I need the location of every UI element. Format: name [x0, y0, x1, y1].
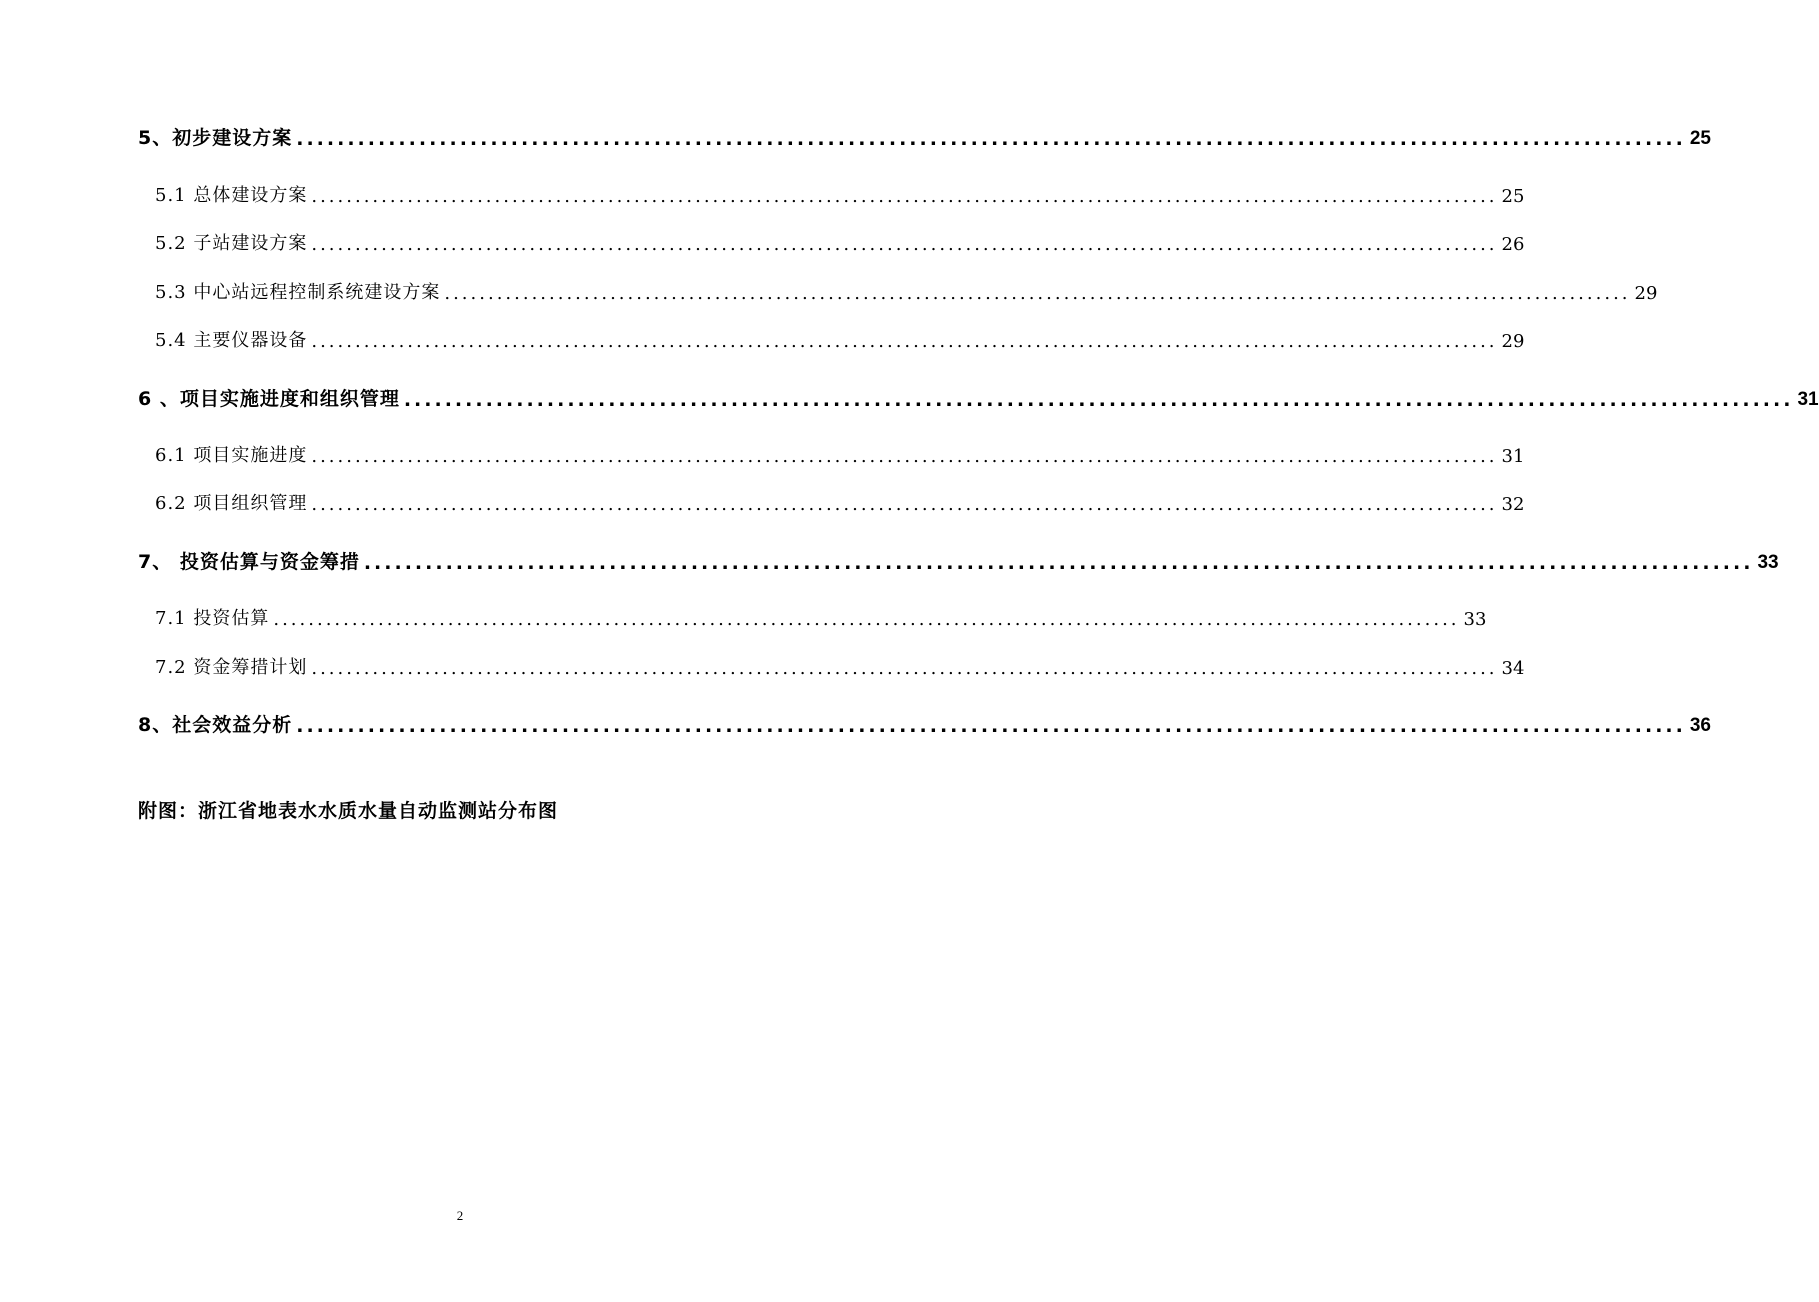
toc-entry-title: 5.4 主要仪器设备: [155, 330, 308, 351]
toc-entry-6-1[interactable]: [155, 441, 1525, 467]
toc-entry-title: 6 、项目实施进度和组织管理: [138, 388, 400, 410]
toc-entry-page: 29: [1634, 283, 1658, 304]
toc-entry-8[interactable]: [138, 710, 1711, 737]
toc-entry-7[interactable]: [138, 547, 1779, 574]
toc-entry-5[interactable]: [138, 123, 1711, 150]
toc-entry-page: 25: [1689, 128, 1711, 149]
toc-dot-leader: ........................................................................................................................................: [311, 234, 1498, 255]
toc-entry-page: 33: [1757, 552, 1779, 573]
toc-dot-leader: ........................................................................................................................................: [311, 331, 1498, 352]
toc-entry-page: 32: [1501, 494, 1525, 515]
toc-dot-leader: ........................................................................................................................................: [296, 128, 1686, 150]
toc-entry-title: 5.2 子站建设方案: [155, 233, 308, 254]
toc-entry-5-2[interactable]: [155, 229, 1525, 255]
toc-dot-leader: ........................................................................................................................................: [311, 658, 1498, 679]
toc-dot-leader: ........................................................................................................................................: [311, 186, 1498, 207]
appendix-title: 附图：浙江省地表水水质水量自动监测站分布图: [138, 800, 559, 822]
toc-entry-title: 6.1 项目实施进度: [155, 445, 308, 466]
toc-entry-title: 7、 投资估算与资金筹措: [138, 551, 360, 573]
toc-dot-leader: ........................................................................................................................................: [273, 609, 1460, 630]
toc-entry-title: 5.3 中心站远程控制系统建设方案: [155, 282, 441, 303]
toc-entry-page: 26: [1501, 234, 1525, 255]
toc-dot-leader: ........................................................................................................................................: [311, 446, 1498, 467]
toc-entry-title: 7.1 投资估算: [155, 608, 270, 629]
toc-dot-leader: ........................................................................................................................................: [403, 389, 1794, 411]
toc-entry-title: 6.2 项目组织管理: [155, 493, 308, 514]
toc-entry-page: 33: [1463, 609, 1487, 630]
toc-entry-page: 36: [1689, 715, 1711, 736]
toc-entry-5-4[interactable]: [155, 326, 1525, 352]
page-number: 2: [456, 1208, 464, 1223]
toc-entry-6-2[interactable]: [155, 489, 1525, 515]
toc-entry-6[interactable]: [138, 384, 1819, 411]
toc-entry-title: 5、初步建设方案: [138, 127, 293, 149]
toc-entry-page: 31: [1501, 446, 1525, 467]
toc-entry-page: 31: [1797, 389, 1819, 410]
toc-entry-7-1[interactable]: [155, 604, 1487, 630]
toc-dot-leader: ........................................................................................................................................: [311, 494, 1498, 515]
toc-dot-leader: ........................................................................................................................................: [296, 715, 1686, 737]
toc-dot-leader: ........................................................................................................................................: [363, 552, 1754, 574]
toc-entry-5-1[interactable]: [155, 181, 1525, 207]
toc-entry-page: 34: [1501, 658, 1525, 679]
toc-entry-page: 29: [1501, 331, 1525, 352]
toc-entry-title: 5.1 总体建设方案: [155, 185, 308, 206]
toc-entry-5-3[interactable]: [155, 278, 1658, 304]
toc-entry-title: 8、社会效益分析: [138, 714, 293, 736]
toc-entry-title: 7.2 资金筹措计划: [155, 657, 308, 678]
toc-entry-7-2[interactable]: [155, 653, 1525, 679]
toc-entry-page: 25: [1501, 186, 1525, 207]
toc-dot-leader: ........................................................................................................................................: [444, 283, 1631, 304]
